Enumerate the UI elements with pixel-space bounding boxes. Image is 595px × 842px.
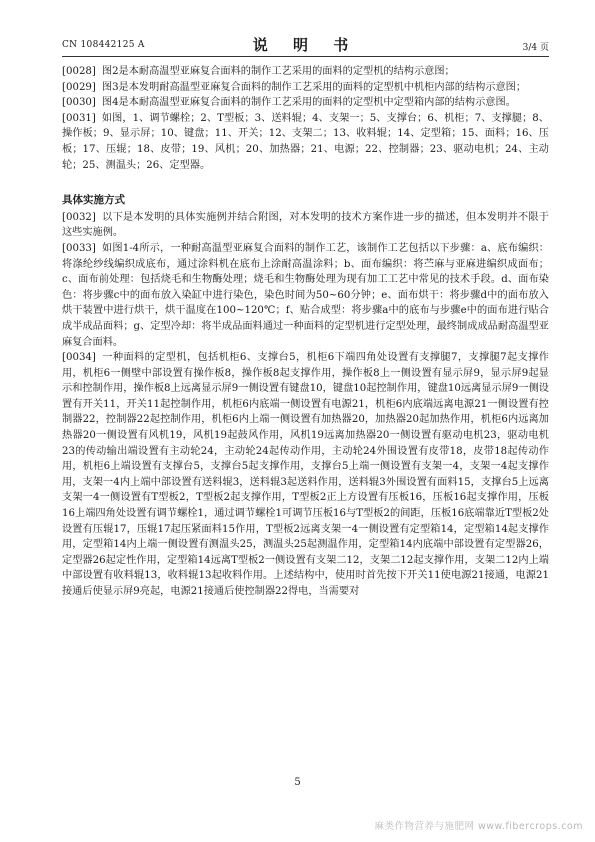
page-number: 5 bbox=[294, 777, 301, 788]
paragraph-0033 bbox=[62, 241, 549, 350]
paragraph-0029 bbox=[62, 80, 549, 96]
paragraph-text: 如图，1、调节螺栓；2、T型板；3、送料辊；4、支架一；5、支撑台；6、机柜；7、支撑腿；8、操作板；9、显示屏；10、键盘；11、开关；12、支架二；13、收料辊；14、定型箱；15、面料；16、压板；17、压辊；18、皮带；19、风机；20、加热器；21、电源；22、控制器；23、驱动电机；24、主动轮；25、测温头；26、定型器。 bbox=[62, 112, 549, 171]
page-info: 3/4 页 bbox=[522, 43, 549, 53]
doc-number: CN 108442125 A bbox=[62, 40, 145, 50]
paragraph-text: 图3是本发明耐高温型亚麻复合面料的制作工艺采用的面料的定型机中机柜内部的结构示意图； bbox=[101, 81, 527, 93]
paragraph-number: [0033] bbox=[62, 242, 96, 254]
paragraph-number: [0029] bbox=[62, 81, 96, 93]
paragraph-number: [0028] bbox=[62, 66, 96, 77]
paragraph-text: 一种面料的定型机，包括机柜6、支撑台5，机柜6下端四角处设置有支撑腿7，支撑腿7起支撑作用，机柜6一侧壁中部设置有操作板8，操作板8起支撑作用，操作板8上一侧设置有显示屏9，显示屏9起显示和控制作用，操作板8上远离显示屏9一侧设置有键盘10，键盘10起控制作用，键盘10远离显示屏9一侧设置有开关11，开关11起控制作用，机柜6内底端一侧设置有电源21，机柜6内底端远离电源21一侧设置有控制器22，控制器22起控制作用，机柜6内上端一侧设置有加热器20，加热器20起加热作用，机柜6内远离加热器20一侧设置有风机19，风机19起鼓风作用，风机19远离加热器20一侧设置有驱动电机23，驱动电机23的传动输出端设置有主动轮24，主动轮24起传动作用，主动轮24外围设置有皮带18，皮带18起传动作用，机柜6上端设置有支撑台5，支撑台5起支撑作用，支撑台5上端一侧设置有支架一4，支架一4起支撑作用，支架一4内上端中部设置有送料辊3，送料辊3起送料作用，送料辊3外围设置有面料15，支撑台5上远离支架一4一侧设置有T型板2，T型板2起支撑作用，T型板2正上方设置有压板16，压板16起支撑作用，压板16上端四角处设置有调节螺栓1，通过调节螺栓1可调节压板16与T型板2的间距，压板16底端靠近T型板2处设置有压辊17，压辊17起压紧面料15作用，T型板2远离支架一4一侧设置有定型箱14，定型箱14起支撑作用，定型箱14内上端一侧设置有测温头25，测温头25起测温作用，定型箱14内底端中部设置有定型器26，定型器26起定性作用，定型箱14远离T型板2一侧设置有支架二12，支架二12起支撑作用，支架二12内上端中部设置有收料辊13，收料辊13起收料作用。上述结构中，使用时首先按下开关11使电源21接通，电源21接通后使显示屏9亮起，电源21接通后使控制器22得电，当需要对 bbox=[62, 352, 549, 597]
paragraph-0034 bbox=[62, 350, 549, 600]
paragraph-0030 bbox=[62, 95, 549, 111]
document-body bbox=[62, 64, 549, 600]
paragraph-0032 bbox=[62, 210, 549, 241]
paragraph-0031 bbox=[62, 111, 549, 173]
paragraph-0028 bbox=[62, 64, 549, 80]
section-heading: 具体实施方式 bbox=[62, 194, 125, 207]
paragraph-number: [0032] bbox=[62, 211, 96, 223]
paragraph-number: [0031] bbox=[62, 112, 96, 124]
paragraph-number: [0034] bbox=[62, 352, 96, 364]
paragraph-number: [0030] bbox=[62, 97, 96, 109]
paragraph-text: 如图1-4所示，一种耐高温型亚麻复合面料的制作工艺，该制作工艺包括以下步骤：a、底布编织：将涤纶纱线编织成底布，通过涂料机在底布上涂耐高温涂料；b、面布编织：将苎麻与亚麻进编织成面布；c、面布前处理：包括烧毛和生物酶处理；烧毛和生物酶处理为现有加工工艺中常见的技术手段。d、面布染色：将步骤c中的面布放入染缸中进行染色，染色时间为50~60分钟；e、面布烘干：将步骤d中的面布放入烘干装置中进行烘干，烘干温度在100~120℃；f、贴合成型：将步骤a中的底布与步骤e中的面布进行贴合成半成品面料；g、定型冷却：将半成品面料通过一种面料的定型机进行定型处理，最终制成成品耐高温型亚麻复合面料。 bbox=[62, 242, 549, 348]
paragraph-text: 以下是本发明的具体实施例并结合附图，对本发明的技术方案作进一步的描述，但本发明并不限于这些实施例。 bbox=[62, 211, 549, 239]
page-title: 说 明 书 bbox=[252, 36, 359, 54]
watermark: 麻类作物营养与施肥网 www.fibercrops.com bbox=[374, 821, 583, 832]
paragraph-text: 图4是本耐高温型亚麻复合面料的制作工艺采用的面料的定型机中定型箱内部的结构示意图。 bbox=[101, 97, 516, 109]
paragraph-text: 图2是本耐高温型亚麻复合面料的制作工艺采用的面料的定型机的结构示意图； bbox=[101, 66, 455, 77]
page-header bbox=[62, 34, 549, 57]
